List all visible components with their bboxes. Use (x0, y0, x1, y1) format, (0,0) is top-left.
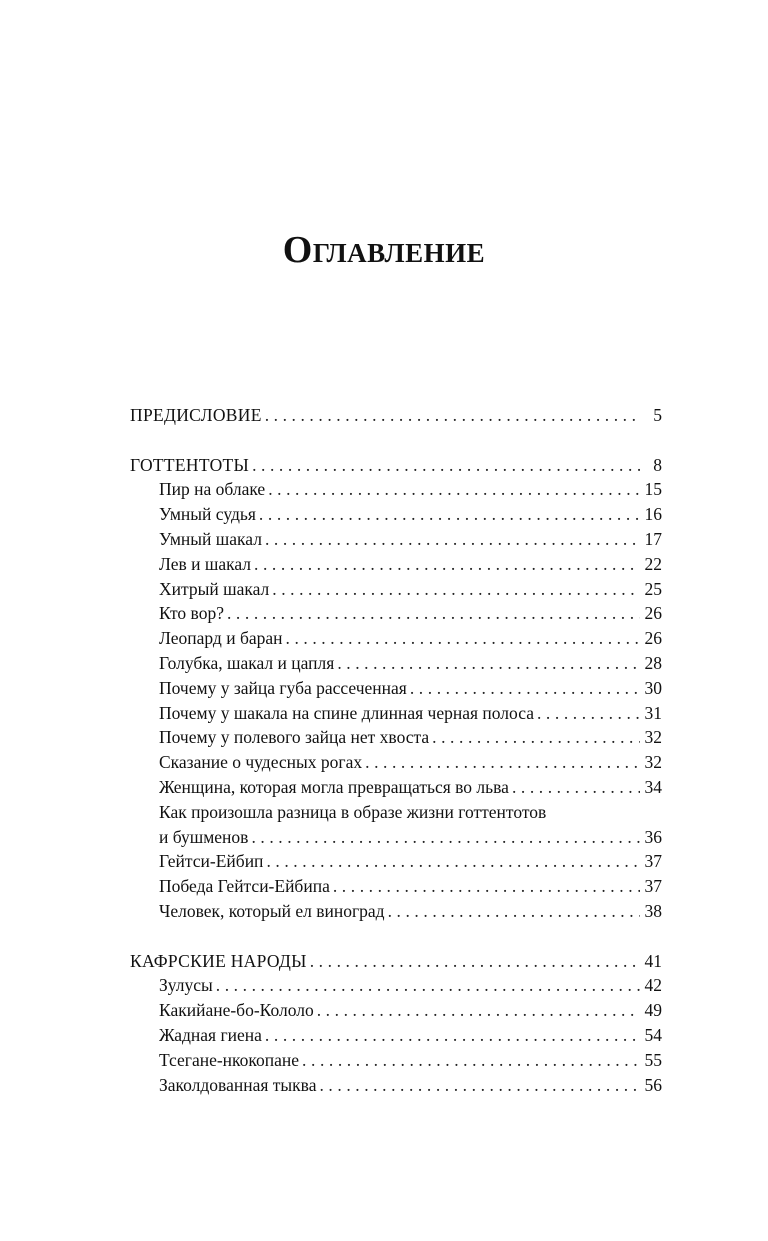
toc-page-number: 26 (644, 603, 662, 624)
toc-entry[interactable] (130, 725, 662, 750)
toc-page-number: 22 (644, 553, 662, 574)
toc-entry-label: Умный судья (159, 504, 256, 525)
toc-entry[interactable] (130, 477, 662, 502)
toc-entry-first-line[interactable] (130, 800, 662, 825)
dot-leader (319, 1073, 640, 1098)
toc-entry-label: Голубка, шакал и цапля (159, 652, 335, 673)
toc-page-number: 30 (644, 677, 662, 698)
toc-page-number: 25 (644, 578, 662, 599)
toc-page-number: 54 (644, 1024, 662, 1045)
toc-page-number: 56 (644, 1074, 662, 1095)
toc-page-number: 5 (653, 405, 662, 425)
toc-page-number: 37 (644, 851, 662, 872)
dot-leader (265, 527, 640, 552)
toc-page-number: 37 (644, 876, 662, 897)
toc-page-number: 41 (644, 950, 662, 971)
toc-page-number: 17 (644, 528, 662, 549)
toc-entry[interactable] (130, 899, 662, 924)
dot-leader (268, 477, 640, 502)
dot-leader (251, 825, 640, 850)
toc-section-kaffir-peoples (130, 949, 662, 1098)
toc-section-preface (130, 403, 662, 428)
toc-entry-label: Гейтси-Ейбип (159, 851, 264, 872)
toc-entry-label: Человек, который ел виноград (159, 900, 385, 921)
toc-entry[interactable] (130, 825, 662, 850)
dot-leader (252, 453, 640, 478)
toc-entry-label: Почему у полевого зайца нет хвоста (159, 727, 430, 748)
toc-page-number: 34 (644, 776, 662, 797)
toc-section-label: ПРЕДИСЛОВИЕ (130, 405, 262, 425)
dot-leader (302, 1048, 640, 1073)
toc-page-number: 31 (644, 702, 662, 723)
toc-entry[interactable] (130, 626, 662, 651)
toc-page-number: 42 (644, 975, 662, 996)
toc-entry-label: Заколдованная тыква (159, 1074, 317, 1095)
toc-entry[interactable] (130, 676, 662, 701)
dot-leader (227, 601, 640, 626)
dot-leader (265, 403, 640, 428)
toc-section-label: КАФРСКИЕ НАРОДЫ (130, 950, 307, 971)
dot-leader (333, 874, 640, 899)
toc-entry[interactable] (130, 552, 662, 577)
toc-section-heading[interactable] (130, 453, 662, 478)
toc-page-number: 32 (644, 752, 662, 773)
toc-page-number: 36 (644, 826, 662, 847)
toc-entry[interactable] (130, 973, 662, 998)
toc-entry-label: и бушменов (159, 826, 249, 847)
toc-page-number: 49 (644, 1000, 662, 1021)
toc-page-number: 28 (644, 652, 662, 673)
toc-entry-label: Тсегане-нкокопане (159, 1049, 300, 1070)
toc-entry-label-line1: Как произошла разница в образе жизни готтентотов (159, 801, 547, 822)
dot-leader (266, 849, 640, 874)
toc-entry[interactable] (130, 775, 662, 800)
toc-entry-label: Леопард и баран (159, 628, 283, 649)
dot-leader (410, 676, 640, 701)
dot-leader (317, 998, 640, 1023)
toc-entry[interactable] (130, 1023, 662, 1048)
toc-entry-label: Сказание о чудесных рогах (159, 752, 363, 773)
toc-page-number: 15 (644, 479, 662, 500)
toc-page-number: 55 (644, 1049, 662, 1070)
toc-entry-label: Какийане-бо-Кололо (159, 1000, 314, 1021)
toc-entry[interactable] (130, 502, 662, 527)
toc-entry[interactable] (130, 651, 662, 676)
toc-section-hottentots (130, 453, 662, 924)
table-of-contents (130, 403, 662, 1122)
page-title: Оглавление (282, 229, 486, 272)
dot-leader (310, 949, 640, 974)
toc-entry-label: Пир на облаке (159, 479, 266, 500)
toc-page-number: 8 (653, 454, 662, 475)
dot-leader (254, 552, 640, 577)
toc-entry[interactable] (130, 601, 662, 626)
dot-leader (286, 626, 641, 651)
toc-section-heading[interactable] (130, 403, 662, 428)
dot-leader (337, 651, 640, 676)
dot-leader (272, 577, 640, 602)
toc-entry-label: Жадная гиена (159, 1024, 262, 1045)
toc-page-number: 16 (644, 504, 662, 525)
toc-entry-label: Кто вор? (159, 603, 224, 624)
toc-entry[interactable] (130, 874, 662, 899)
toc-entry-label: Лев и шакал (159, 553, 252, 574)
toc-entry[interactable] (130, 750, 662, 775)
toc-entry[interactable] (130, 701, 662, 726)
dot-leader (512, 775, 640, 800)
toc-section-heading[interactable] (130, 949, 662, 974)
dot-leader (537, 701, 640, 726)
toc-entry[interactable] (130, 1073, 662, 1098)
dot-leader (432, 725, 640, 750)
toc-entry[interactable] (130, 577, 662, 602)
toc-page-number: 26 (644, 628, 662, 649)
toc-entry-label: Женщина, которая могла превращаться во льва (159, 776, 509, 797)
toc-entry[interactable] (130, 849, 662, 874)
dot-leader (259, 502, 640, 527)
toc-entry-label: Почему у зайца губа рассеченная (159, 677, 407, 698)
dot-leader (216, 973, 640, 998)
dot-leader (388, 899, 640, 924)
toc-section-label: ГОТТЕНТОТЫ (130, 454, 250, 475)
toc-entry-label: Победа Гейтси-Ейбипа (159, 876, 330, 897)
dot-leader (365, 750, 640, 775)
toc-page-number: 32 (644, 727, 662, 748)
toc-entry[interactable] (130, 527, 662, 552)
toc-entry[interactable] (130, 1048, 662, 1073)
toc-entry-label: Зулусы (159, 975, 213, 996)
toc-entry[interactable] (130, 998, 662, 1023)
toc-entry-label: Хитрый шакал (159, 578, 270, 599)
dot-leader (265, 1023, 640, 1048)
toc-entry-label: Умный шакал (159, 528, 262, 549)
toc-page-number: 38 (644, 900, 662, 921)
toc-entry-label: Почему у шакала на спине длинная черная полоса (159, 702, 534, 723)
